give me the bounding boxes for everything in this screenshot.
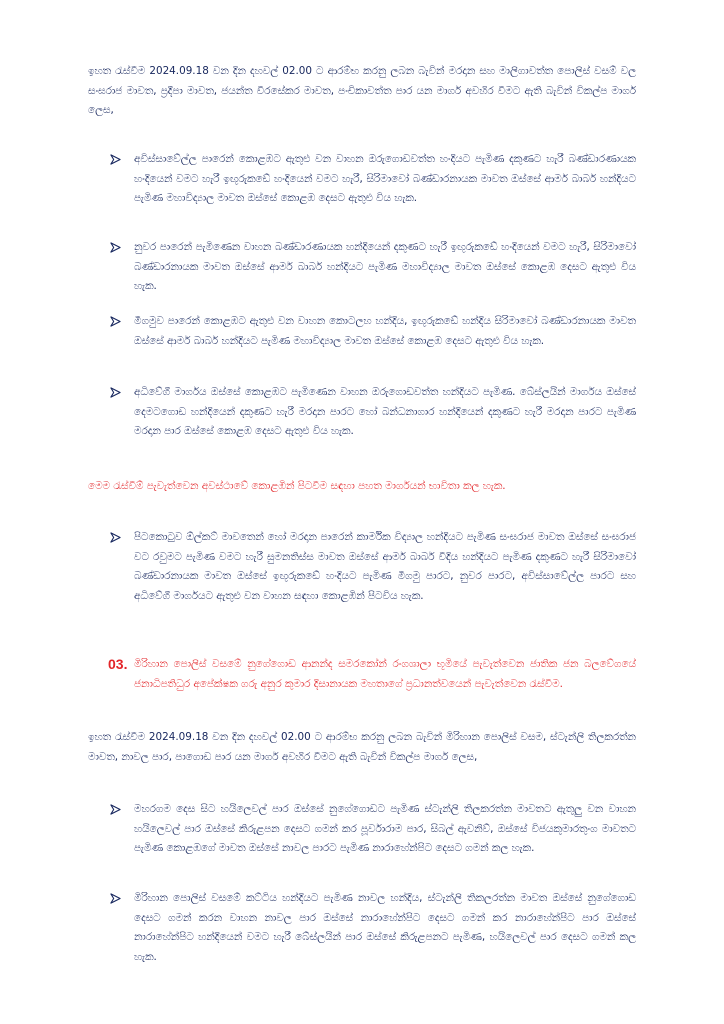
arrow-right-icon [108, 529, 122, 545]
section-number: 03. [108, 656, 128, 672]
list-item-text: මීගමුව පාරෙන් කොළඹට ඇතුළු වන වාහන කොටලහ හන්දිය, ඉඟුරුකඩේ හන්දිය සිරිමාවෝ බණ්ඩාරනායක මාවත ඔස්සේ ආමර් බාබර් හන්දියට පැමිණ මහාවිද්‍යාල මාවත ඔස්සේ කොළඹ දෙසට ඇතුළු විය හැක. [134, 315, 636, 347]
arrow-right-icon [108, 801, 122, 817]
list-item-text: නුවර පාරෙන් පැමිණෙන වාහන බණ්ඩාරණායක හන්දියෙන් දකුණට හැරී ඉඟුරුකඩේ හංදියෙන් වමට හැරී, සිරිමාවෝ බණ්ඩාරනායක මාවත ඔස්සේ ආමර් බාබර් හන්දියට පැමිණ මහාවිද්‍යාල මාවත ඔස්සේ කොළඹ දෙසට ඇතුළු විය හැක. [134, 241, 636, 293]
list-item-text: පිටකොටුව ඕල්කට් මාවතෙන් හෝ මරදාන පාරෙන් කාර්මික විද්‍යාල හන්දියට පැමිණ සංඝරාජ මාවත ඔස්සේ සංඝරාජ වට රවුමට පැමිණ වමට හැරී සුමනතිස්ස මාවත ඔස්සේ ආමර් බාබර් වීදිය හන්දියට පැමිණ දකුණට හැරී සිරිමාවෝ බණ්ඩාරනායක මාවත ඔස්සේ ඉඟුරුකඩේ හංදියට පැමිණ මීගමු පාරට, නුවර පාරට, අවිස්සාවේල්ල පාරට සහ අධිවේගී මාර්ගයට ඇතුළු වන වාහන සඳහා කොළඹින් පිටවිය හැක. [134, 531, 636, 602]
list-item [108, 312, 636, 351]
section-heading: මිරිහාන පොලිස් වසමේ නුගේගොඩ ආනන්ද සමරකෝන් රංගශාලා භූමියේ පැවැත්වෙන ජාතික ජන බලවේගයේ ජනාධිපතිධුර අපේක්ෂක ගරු අනුර කුමාර දිසානායක මහතාගේ ප්‍රධානත්වයෙන් පැවැත්වෙන රැස්වීම. [134, 658, 636, 690]
arrow-right-icon [108, 890, 122, 906]
list-item [108, 383, 636, 442]
arrow-right-icon [108, 384, 122, 400]
arrow-right-icon [108, 313, 122, 329]
exit-routes-note: මෙම රැස්වීම් පැවැත්වෙන අවස්ථාවේ කොළඹින් පිටවීම සඳහා පහත මාර්ගයන් භාවිතා කල හැක. [88, 480, 506, 492]
list-item [108, 238, 636, 297]
list-item [108, 528, 636, 606]
list-item-text: මිරිහාන පොලිස් වසමේ කට්ටිය හන්දියට පැමිණ නාවල හන්දිය, ස්ටැන්ලි තිකලරත්න මාවත ඔස්සේ නුගේගොඩ දෙසට ගමන් කරන වාහන නාවල පාර ඔස්සේ නාරාහේන්පිට දෙසට ගමන් කර නාරාහේන්පිට පාර ඔස්සේ නාරාහේන්පිට හන්දියෙන් වමට හැරී බේස්ලයින් පාර ඔස්සේ කිරුළපනට පැමිණ, හයිලෙවල් පාර දෙසට ගමන් කල හැක. [134, 892, 636, 963]
list-item [108, 150, 636, 209]
arrow-right-icon [108, 151, 122, 167]
list-item [108, 800, 636, 859]
arrow-right-icon [108, 239, 122, 255]
section-03 [108, 655, 636, 694]
intro-paragraph-1: ඉහත රැස්වීම 2024.09.18 වන දින දහවල් 02.00 ට ආරම්භ කරනු ලබන බැවින් මරදාන සහ මාලිගාවත්ත පොලිස් වසම් වල සංඝරාජ මාවත, ප්‍රදීපා මාවත, ජයන්ත වීරසේකර මාවත, පංචිකාවත්ත පාර යන මාර්ග අවහිර වීමට ඇති බැවින් විකල්ප මාර්ග ලෙස, [88, 65, 636, 117]
list-item [108, 889, 636, 967]
list-item-text: අධිවේගී මාර්ගය ඔස්සේ කොළඹට පැමිණෙන වාහන ඔරුගොඩවත්ත හන්දියට පැමිණ. බේස්ලයින් මාර්ගය ඔස්සේ දෙමටගොඩ හන්දියෙන් දකුණට හැරී මරදාන පාරට හෝ බන්ධනාගාර හන්දියෙන් දකුණට හැරී මරදාන පාරට පැමිණ මරදාන පාර ඔස්සේ කොළඹ දෙසට ඇතුළු විය හැක. [134, 386, 636, 438]
list-item-text: අවිස්සාවේල්ල පාරෙන් කොළඹට ඇතුළු වන වාහන ඔරුගොඩවත්ත හංදියට පැමිණ දකුණට හැරී බණ්ඩාරණායක හංදියෙන් වමට හැරී ඉඟුරුකඩේ හංදියෙන් වමට හැරී, සිරිමාවෝ බණ්ඩාරනායක මාවත ඔස්සේ ආමර් බාබර් හන්දියට පැමිණ මහාවිද්‍යාල මාවත ඔස්සේ කොළඹ දෙසට ඇතුළු විය හැක. [134, 153, 636, 205]
intro-paragraph-2: ඉහත රැස්වීම 2024.09.18 වන දින දහවල් 02.00 ට ආරම්භ කරනු ලබන බැවින් මිරිහාන පොලිස් වසම, ස්ටැන්ලි තිලකරත්න මාවත, නාවල පාර, පාගොඩ පාර යන මාර්ග අවහිර වීමට ඇති බැවින් විකල්ප මාර්ග ලෙස, [88, 731, 636, 763]
list-item-text: මහරගම දෙස සිට හයිලෙවල් පාර ඔස්සේ නුගේගොඩට පැමිණ ස්ටැන්ලි තිලකරත්න මාවතට ඇතුලු වන වාහන හයිලෙවල් පාර ඔස්සේ කිරුළපන දෙසට ගමන් කර පූර්වාරාම පාර, සිබල් ඇවනිව්, ඔස්සේ විජයකුමාරතුංග මාවතට පැමිණ කොළඹගේ මාවත ඔස්සේ නාවල පාරට පැමිණ නාරාහේන්පිට දෙසට ගමන් කල හැක. [134, 803, 636, 855]
